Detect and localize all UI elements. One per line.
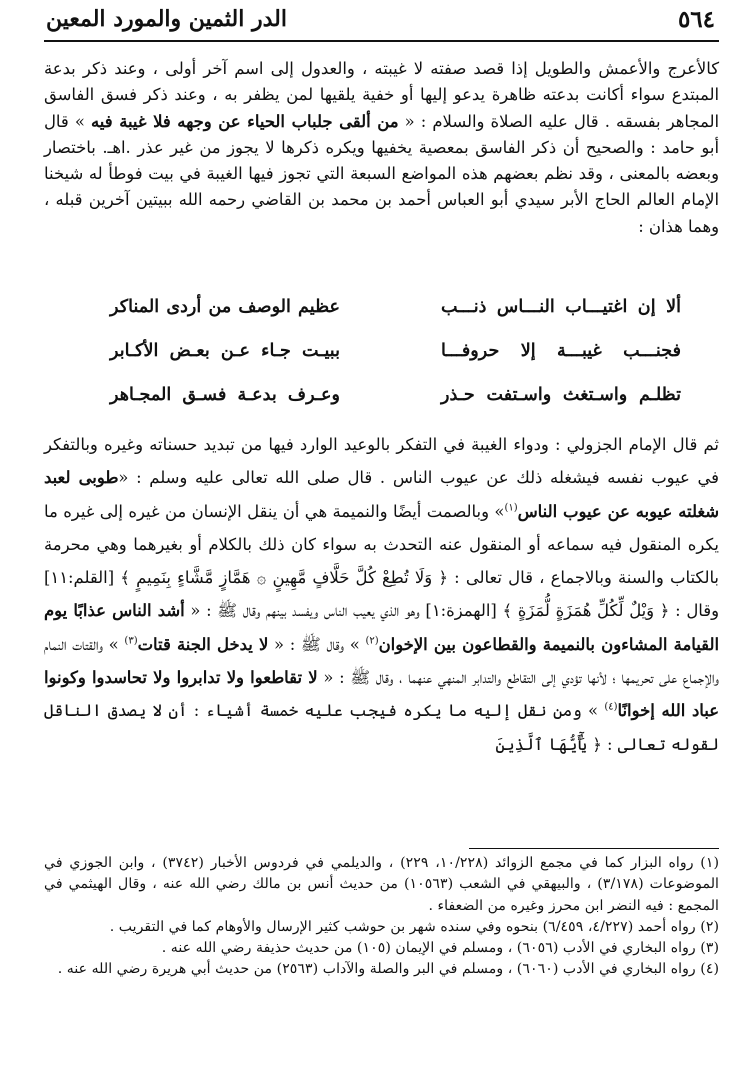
- hadith-quote: لا يدخل الجنة قتات: [137, 634, 269, 654]
- poem: [110, 296, 681, 424]
- paragraph-text: » ومن نقل إليه ما يكره فيجب عليه خمسة أشياء : أن لا يصدق الناقل لقوله تعالى : ﴿ يَٰٓأَيُّهَا ٱلَّذِينَ: [44, 701, 719, 754]
- footnote-ref: (٤): [604, 701, 618, 713]
- hadith-quote: أشد الناس عذابًا يوم القيامة المشاءون بالنميمة والقطاعون بين الإخوان: [44, 601, 720, 654]
- footnote: (٤) رواه البخاري في الأدب (٦٠٦٠) ، ومسلم في البر والصلة والآداب (٢٥٦٣) من حديث أبي هريرة رضي الله عنه .: [57, 961, 719, 978]
- paragraph-text: » والقتات النمام والإجماع على تحريمها ؛ لأنها تؤدي إلى التقاطع والتدابر المنهي عنهما ، وقال ﷺ : «: [44, 634, 720, 688]
- page-header: [44, 2, 719, 42]
- page-number: ٥٦٤: [677, 6, 715, 33]
- footnote-separator: [469, 848, 719, 849]
- paragraph-text: كالأعرج والأعمش والطويل إذا قصد صفته لا غيبته ، والعدول إلى اسم آخر أولى ، وعند ذكر بدعة المبتدع سواء أكانت بدعته ظاهرة يدعو إليها أو خفية يلقيها لمن يظفر به ، وعند ذكر فسق الفاسق المجاهر بفسقه . قال عليه الصلاة والسلام : «: [44, 59, 720, 131]
- poem-verse: [110, 384, 681, 416]
- footnote-ref: (٣): [124, 635, 138, 647]
- poem-verse: [110, 296, 681, 328]
- verse-first-hemistich: ألا إن اغتيـــاب النـــاس ذنـــب: [441, 296, 681, 317]
- hadith-quote: طوبى لعبد شغلته عيوبه عن عيوب الناس: [44, 468, 720, 521]
- main-text-bottom: [44, 428, 719, 761]
- footnote: (٢) رواه أحمد (٤/٢٢٧، ٦/٤٥٩) بنحوه وفي سنده شهر بن حوشب كثير الإرسال والأوهام كما في التقريب .: [109, 918, 719, 935]
- paragraph-1: [44, 56, 719, 240]
- paragraph-text: » قال أبو حامد : والصحيح أن ذكر الفاسق بمعصية يخفيها ويكره ذكرها لا يجوز من غير عذر .اهـ. باختصار وبعضه بالمعنى ، وقد نظم بعضهم هذه المواضع السبعة التي تجوز فيها الغيبة في بيت فوطأ له شيخنا الإمام العالم الحاج الأبر سيدي أبو العباس أحمد بن محمد بن القاضي رحمه الله ببيتين آخرين قبله ، وهما هذان :: [44, 111, 719, 236]
- footnote: (٣) رواه البخاري في الأدب (٦٠٥٦) ، ومسلم في الإيمان (١٠٥) من حديث حذيفة رضي الله عنه .: [161, 940, 719, 957]
- verse-second-hemistich: ببيـت جـاء عـن بعـض الأكـابر: [110, 340, 340, 361]
- verse-second-hemistich: عظيم الوصف من أردى المناكر: [110, 296, 340, 317]
- hadith-quote: من ألقى جلباب الحياء عن وجهه فلا غيبة فيه: [91, 111, 399, 131]
- verse-first-hemistich: فجنـــب غيبـــة إلا حروفـــا: [441, 340, 681, 361]
- hadith-quote: لا تقاطعوا ولا تدابروا ولا تحاسدوا وكونوا عباد الله إخوانًا: [44, 668, 719, 721]
- footnote-ref: (١): [504, 502, 518, 514]
- paragraph-text: ثم قال الإمام الجزولي : ودواء الغيبة في التفكر بالوعيد الوارد فيها من تبديد حسناته وغيره وبالتفكر في عيوب نفسه فيشغله ذلك عن عيوب الناس . قال صلى الله تعالى عليه وسلم : «: [44, 435, 719, 488]
- footnote-ref: (٢): [365, 635, 379, 647]
- paragraph-2: [44, 428, 719, 761]
- verse-second-hemistich: وعـرف بدعـة فسـق المجـاهر: [110, 384, 340, 405]
- footnote: (١) رواه البزار كما في مجمع الزوائد (١٠/٢٢٨، ٢٢٩) ، والديلمي في فردوس الأخبار (٣٧٤٢) ، وابن الجوزي في الموضوعات (٣/١٧٨) ، والبيهقي في الشعب (١٠٥٦٣) من حديث أنس بن مالك رضي الله عنه ، وقال الهيثمي في المجمع : فيه النضر ابن محرز وغيره من الضعفاء .: [44, 855, 720, 914]
- running-title: الدر الثمين والمورد المعين: [46, 6, 288, 32]
- verse-first-hemistich: تظلـم واسـتغث واسـتفت حـذر: [441, 384, 681, 405]
- paragraph-text: » وبالصمت أيضًا والنميمة هي أن ينقل الإنسان من غيره إلى غيره ما يكره المنقول فيه سماعه أو المنقول عنه التحدث به سواء كان ذلك بالكلام أو بغيرهما وهي محرمة بالكتاب والسنة وبالاجماع ، قال تعالى : ﴿ وَلَا تُطِعْ كُلَّ حَلَّافٍ مَّهِينٍ ۞ هَمَّازٍ مَّشَّاءٍ بِنَمِيمٍ ﴾ [القلم:١١] وقال : ﴿ وَيْلٌ لِّكُلِّ هُمَزَةٍ لُّمَزَةٍ ﴾ [الهمزة:١] وهو الذي يعيب الناس ويفسد بينهم وقال ﷺ : «: [44, 501, 719, 621]
- main-text-top: [44, 56, 719, 240]
- footnotes: [44, 853, 719, 981]
- poem-verse: [110, 340, 681, 372]
- paragraph-text: » وقال ﷺ : «: [268, 634, 366, 654]
